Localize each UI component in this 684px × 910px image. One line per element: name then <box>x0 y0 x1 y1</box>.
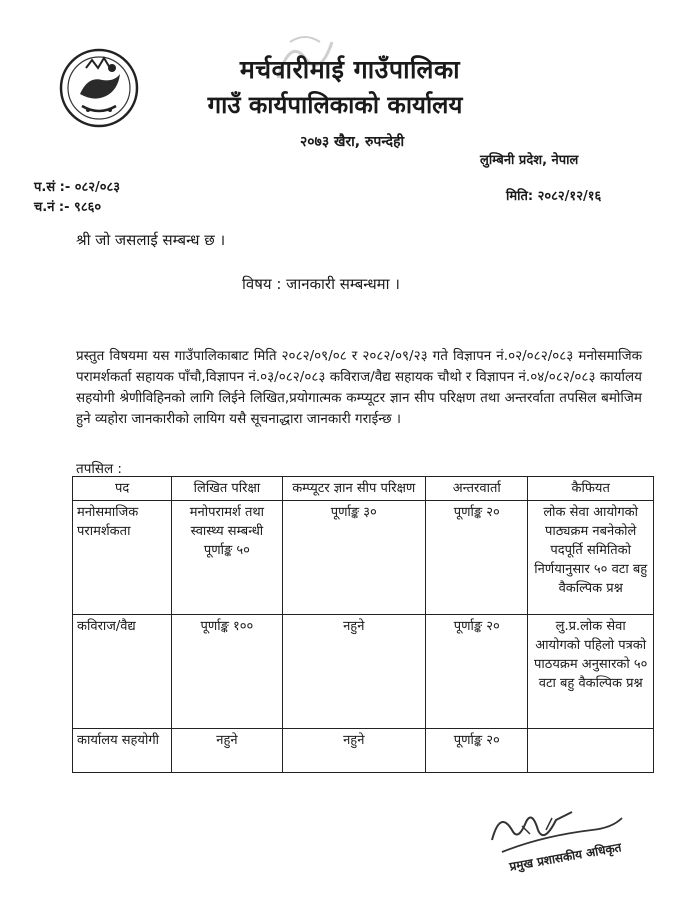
header-written-exam: लिखित परिक्षा <box>172 477 282 501</box>
table-cell: मनोपरामर्श तथा स्वास्थ्य सम्बन्धी पूर्णाङ्क ५० <box>172 501 282 615</box>
body-paragraph: प्रस्तुत विषयमा यस गाउँपालिकाबाट मिति २०८२/०९/०८ र २०८२/०९/२३ गते विज्ञापन नं.०२/०८२/०८३ मनोसमाजिक परामर्शकर्ता सहायक पाँचौ,विज्ञापन नं.०३/०८२/०८३ कविराज/वैद्य सहायक चौथो र विज्ञापन नं.०४/०८२/०८३ कार्यालय सहयोगी श्रेणीविहिनको लागि लिईने लिखित,प्रयोगात्मक कम्प्यूटर ज्ञान सीप परिक्षण तथा अन्तरर्वाता तपसिल बमोजिम हुने व्यहोरा जानकारीको लायिग यसै सूचनाद्धारा जानकारी गराईन्छ । <box>76 348 642 427</box>
table-cell: कार्यालय सहयोगी <box>73 729 172 773</box>
dispatch-number: च.नं :- ९८६० <box>34 200 102 215</box>
table-header-row <box>73 477 654 501</box>
table-cell: पूर्णाङ्क ३० <box>282 501 426 615</box>
table-cell: पूर्णाङ्क २० <box>426 501 528 615</box>
table-row <box>73 501 654 615</box>
letter-number: प.सं :- ०८२/०८३ <box>34 180 121 195</box>
office-name: गाउँ कार्यपालिकाको कार्यालय <box>207 91 463 119</box>
table-cell: लु.प्र.लोक सेवा आयोगको पहिलो पत्रको पाठयक्रम अनुसारको ५० वटा बहु वैकल्पिक प्रश्न <box>528 615 654 729</box>
municipality-name: मर्चवारीमाई गाउँपालिका <box>239 55 461 84</box>
letter-date: मिति: २०८२/१२/१६ <box>506 189 602 204</box>
table-cell: नहुने <box>282 729 426 773</box>
header-computer-skill: कम्प्यूटर ज्ञान सीप परिक्षण <box>282 477 426 501</box>
header-post: पद <box>73 477 172 501</box>
table-cell: पूर्णाङ्क २० <box>426 615 528 729</box>
header-remarks: कैफियत <box>528 477 654 501</box>
office-address: २०७३ खैरा, रुपन्देही <box>300 134 405 150</box>
details-label: तपसिल : <box>76 461 122 477</box>
table-cell: कविराज/वैद्य <box>73 615 172 729</box>
nepal-emblem-icon <box>58 46 140 130</box>
table-cell: नहुने <box>172 729 282 773</box>
table-cell: पूर्णाङ्क १०० <box>172 615 282 729</box>
table-cell: नहुने <box>282 615 426 729</box>
table-cell <box>528 729 654 773</box>
table-cell: पूर्णाङ्क २० <box>426 729 528 773</box>
table-cell: मनोसमाजिक परामर्शकता <box>73 501 172 615</box>
table-row <box>73 615 654 729</box>
schedule-table <box>72 476 654 773</box>
table-cell: लोक सेवा आयोगको पाठ्यक्रम नबनेकोले पदपूर्ति समितिको निर्णयानुसार ५० वटा बहु वैकल्पिक प्रश्न <box>528 501 654 615</box>
salutation: श्री जो जसलाई सम्बन्ध छ । <box>76 231 226 249</box>
header-interview: अन्तरवार्ता <box>426 477 528 501</box>
signatory-designation: प्रमुख प्रशासकीय अधिकृत <box>508 840 623 874</box>
reference-block <box>34 178 120 218</box>
province-name: लुम्बिनी प्रदेश, नेपाल <box>480 153 579 168</box>
subject-line: विषय : जानकारी सम्बन्धमा । <box>242 275 400 293</box>
table-row <box>73 729 654 773</box>
